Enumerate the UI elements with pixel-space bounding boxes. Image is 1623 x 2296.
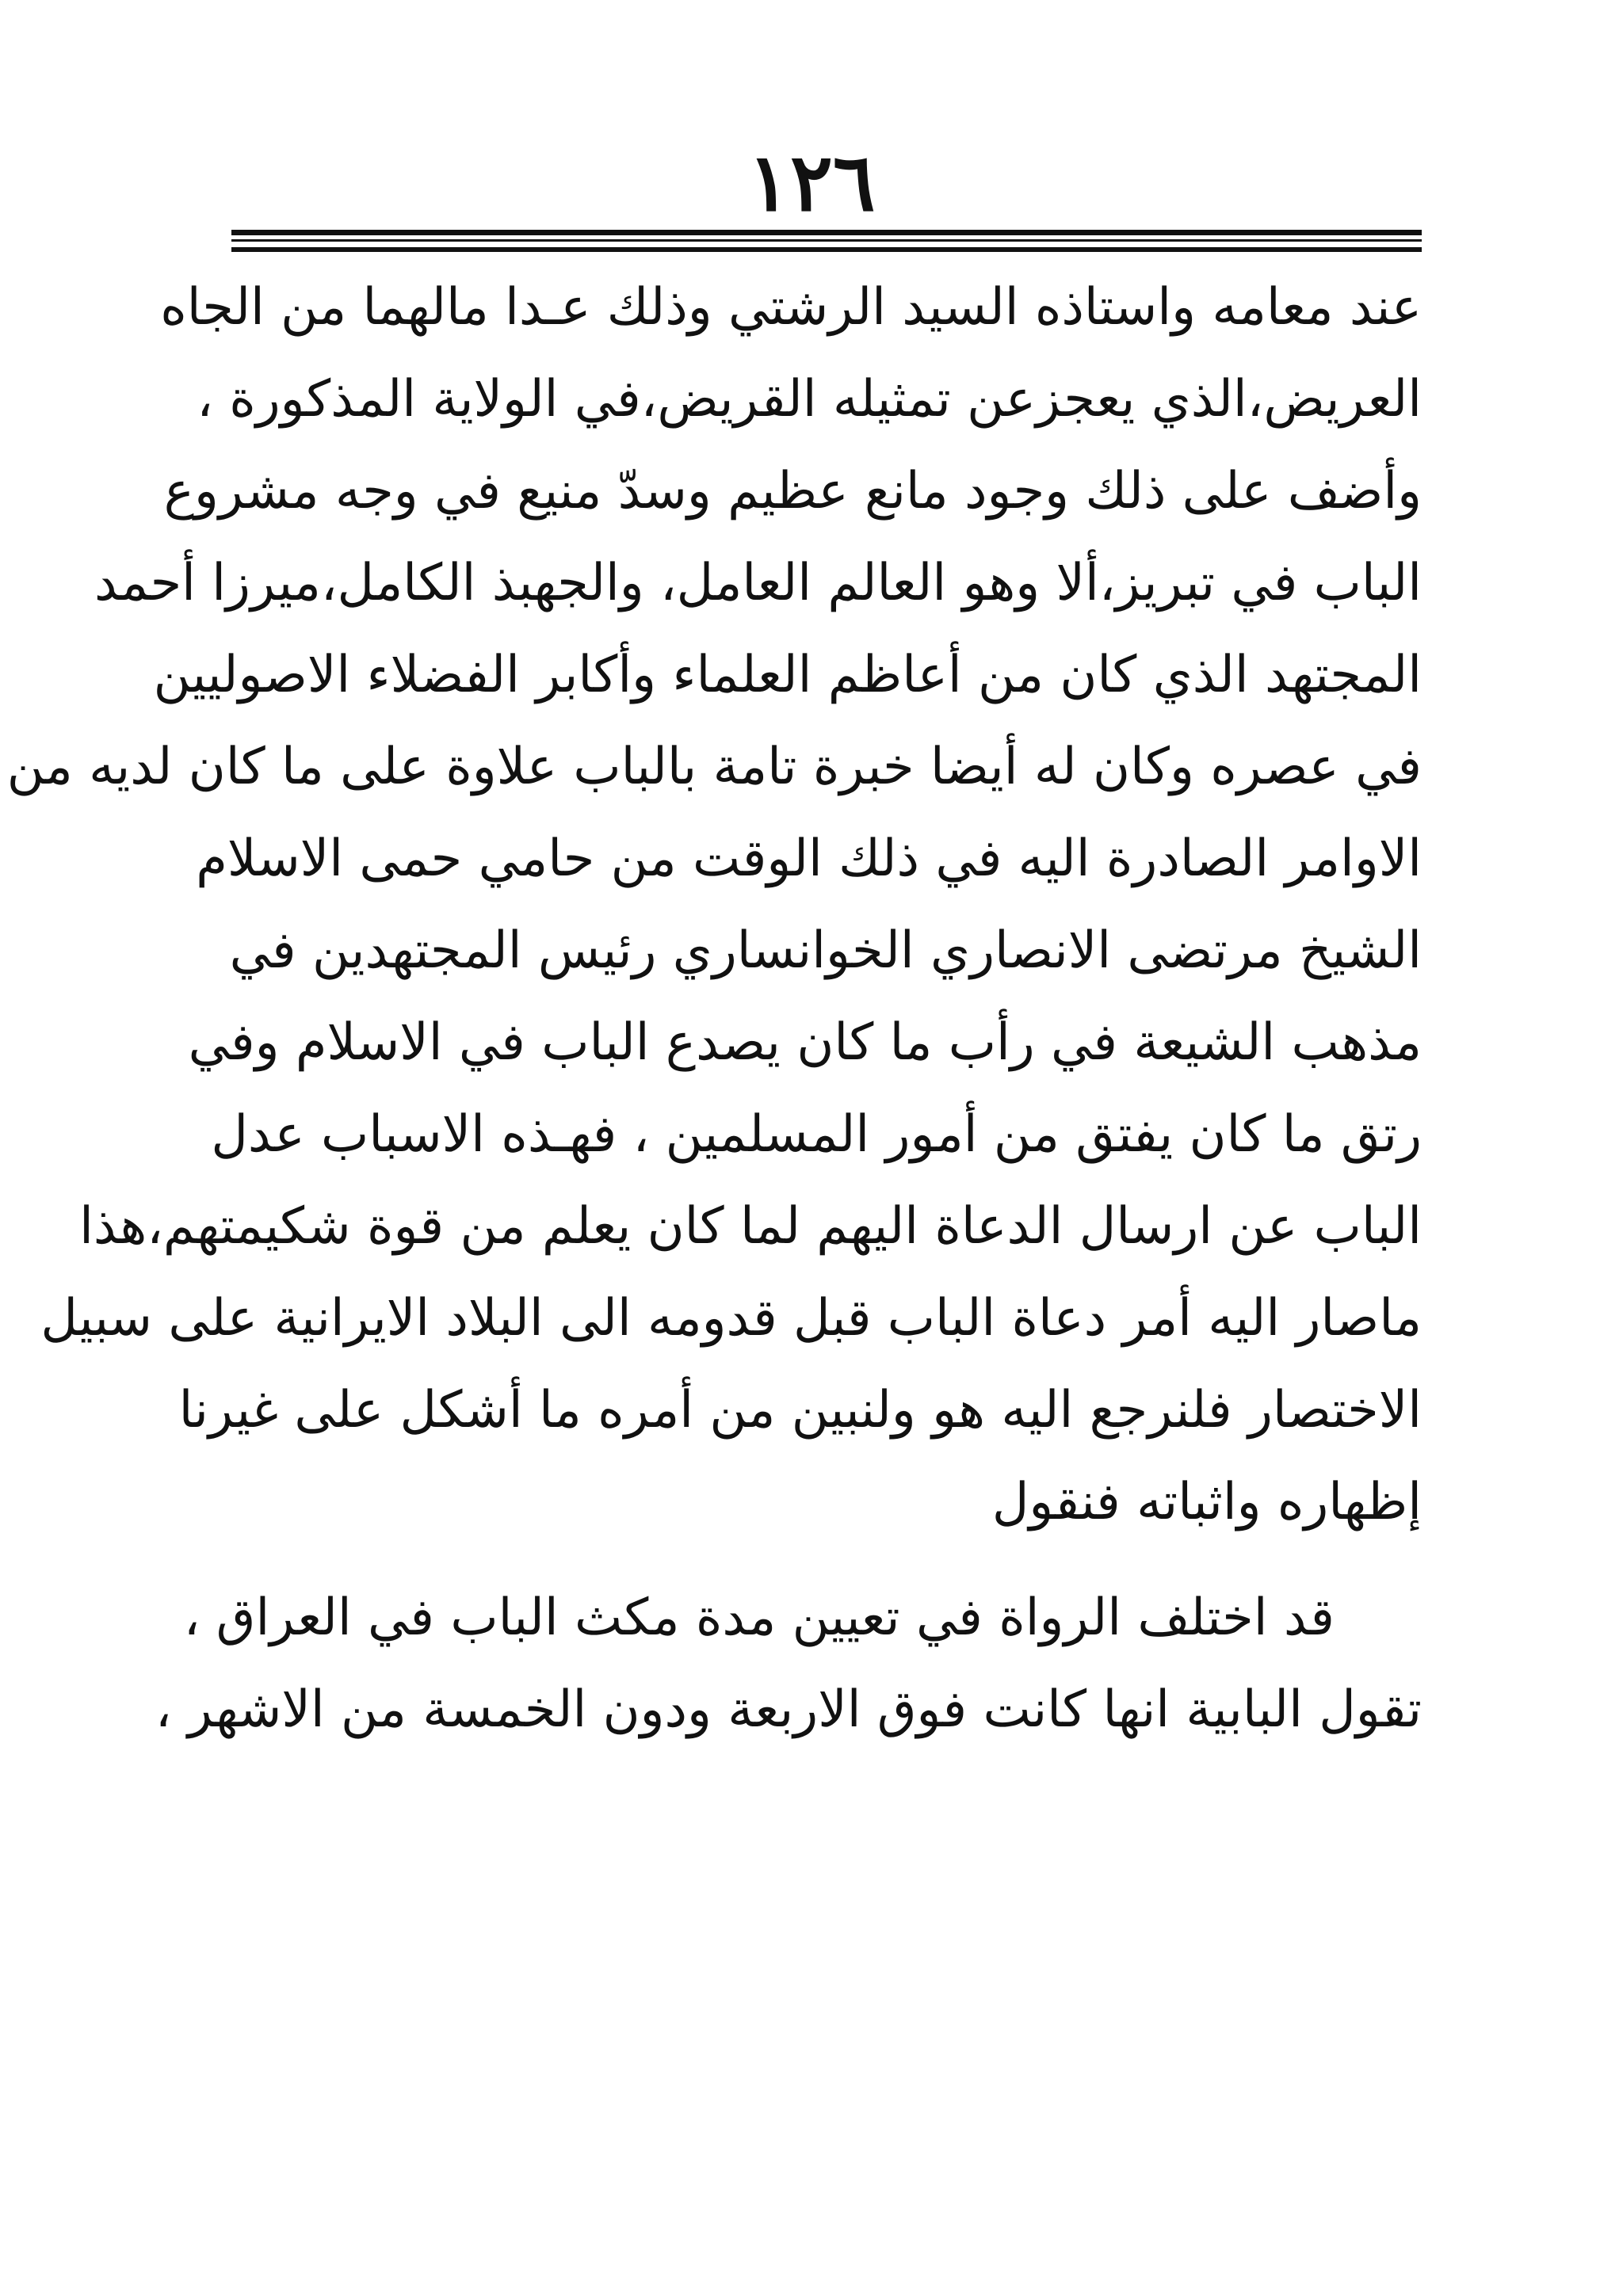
text-line: الاوامر الصادرة اليه في ذلك الوقت من حامي حمى الاسلام (196, 830, 1422, 888)
text-line: تقول البابية انها كانت فوق الاربعة ودون الخمسة من الاشهر ، (155, 1680, 1422, 1739)
text-line: الشيخ مرتضى الانصاري الخوانساري رئيس المجتهدين في (229, 921, 1422, 980)
text-line: ماصار اليه أمر دعاة الباب قبل قدومه الى البلاد الايرانية على سبيل (40, 1289, 1422, 1348)
paragraph-gap (231, 1548, 1422, 1572)
page-number: ١٢٦ (747, 135, 876, 229)
text-line: عند معامه واستاذه السيد الرشتي وذلك عـدا مالهما من الجاه (160, 278, 1422, 337)
header-rule-bottom (231, 247, 1422, 252)
text-line: الاختصار فلنرجع اليه هو ولنبين من أمره ما أشكل على غيرنا (178, 1381, 1422, 1440)
text-line: الباب في تبريز،ألا وهو العالم العامل، والجهبذ الكامل،ميرزا أحمد (94, 554, 1422, 612)
paragraph (155, 1572, 1422, 1756)
text-line: رتق ما كان يفتق من أمور المسلمين ، فهـذه الاسباب عدل (211, 1105, 1422, 1164)
paragraph (6, 261, 1422, 1548)
header-rule-top (231, 230, 1422, 235)
text-line: إظهاره واثباته فنقول (991, 1473, 1422, 1531)
text-line: وأضف على ذلك وجود مانع عظيم وسدّ منيع في وجه مشروع (163, 462, 1422, 521)
header-rule-middle (231, 239, 1422, 242)
body-text (6, 261, 1422, 1756)
text-line: المجتهد الذي كان من أعاظم العلماء وأكابر الفضلاء الاصوليين (153, 646, 1422, 704)
text-line: قد اختلف الرواة في تعيين مدة مكث الباب في العراق ، (183, 1589, 1335, 1647)
text-line: في عصره وكان له أيضا خبرة تامة بالباب علاوة على ما كان لديه من (6, 738, 1422, 796)
text-line: مذهب الشيعة في رأب ما كان يصدع الباب في الاسلام وفي (188, 1013, 1422, 1072)
text-line: العريض،الذي يعجزعن تمثيله القريض،في الولاية المذكورة ، (197, 370, 1422, 429)
text-line: الباب عن ارسال الدعاة اليهم لما كان يعلم من قوة شكيمتهم،هذا (79, 1197, 1422, 1256)
